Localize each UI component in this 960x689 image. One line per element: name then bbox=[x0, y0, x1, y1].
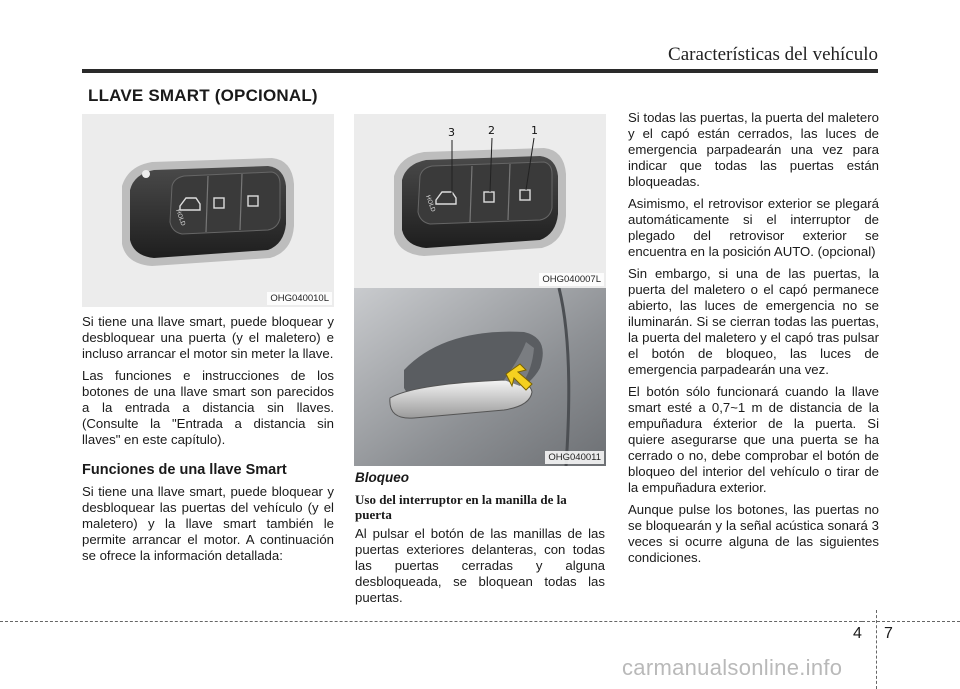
column-1 bbox=[82, 314, 334, 570]
callout-1: 1 bbox=[531, 124, 538, 137]
figure-code: OHG040010L bbox=[267, 292, 332, 305]
column-3 bbox=[628, 110, 879, 572]
paragraph: Si tiene una llave smart, puede bloquear y desbloquear las puertas del vehículo (y el maletero) y la llave smart también le permite arrancar el motor. A continuación se ofrece la información detallada: bbox=[82, 484, 334, 563]
page-divider bbox=[876, 610, 877, 689]
figure-code: OHG040007L bbox=[539, 273, 604, 286]
smart-key-illustration bbox=[82, 114, 334, 307]
callout-3: 3 bbox=[448, 126, 455, 139]
figure-door-handle bbox=[354, 288, 606, 466]
hold-label: HOLD bbox=[174, 208, 187, 227]
hold-label: HOLD bbox=[424, 194, 437, 213]
smart-key-buttons-illustration bbox=[354, 114, 606, 288]
paragraph: El botón sólo funcionará cuando la llave smart esté a 0,7~1 m de distancia de la empuñadura éxterior de la puerta. Si quiere asegurarse que una puerta se ha cerrado o no, debe comprobar el botón de bloqueo del interior del vehículo o tirar de la empuñadura exterior. bbox=[628, 384, 879, 495]
paragraph: Las funciones e instrucciones de los botones de una llave smart son parecidos a la entrada a distancia sin llaves. (Consulte la "Entrada a distancia sin llaves" en este capítulo). bbox=[82, 368, 334, 447]
header-rule bbox=[82, 69, 878, 73]
paragraph: Asimismo, el retrovisor exterior se plegará automáticamente si el interruptor de plegado del retrovisor exterior se encuentra en la posición AUTO. (opcional) bbox=[628, 196, 879, 259]
paragraph: Aunque pulse los botones, las puertas no se bloquearán y la señal acústica sonará 3 veces si ocurre alguna de las siguientes condiciones. bbox=[628, 502, 879, 565]
figure-smart-key-buttons bbox=[354, 114, 606, 288]
paragraph: Si tiene una llave smart, puede bloquear y desbloquear una puerta (y el maletero) e incluso arrancar el motor sin meter la llave. bbox=[82, 314, 334, 361]
paragraph: Sin embargo, si una de las puertas, la puerta del maletero o el capó permanece abierto, las luces de emergencia no se iluminarán. Si se cierran todas las puertas, la puerta del maletero y el capó tras pulsar el botón de bloqueo, las luces de emergencia parpadearán una vez. bbox=[628, 266, 879, 377]
page-number: 7 bbox=[884, 625, 893, 642]
chapter-number: 4 bbox=[853, 625, 862, 642]
italic-heading: Bloqueo bbox=[355, 470, 409, 485]
subheading: Funciones de una llave Smart bbox=[82, 462, 287, 478]
column-2 bbox=[355, 470, 605, 606]
footer-rule bbox=[0, 621, 862, 622]
figure-code: OHG040011 bbox=[545, 451, 604, 464]
section-title: LLAVE SMART (OPCIONAL) bbox=[88, 86, 318, 105]
door-handle-illustration bbox=[354, 288, 606, 466]
figure-smart-key bbox=[82, 114, 334, 307]
paragraph: Al pulsar el botón de las manillas de las puertas exteriores delanteras, con todas las puertas cerradas y alguna desbloqueada, se bloquean todas las puertas. bbox=[355, 526, 605, 605]
chapter-title: Características del vehículo bbox=[668, 44, 878, 65]
paragraph: Si todas las puertas, la puerta del maletero y el capó están cerrados, las luces de emergencia parpadearán una vez para indicar que todas las puertas están bloqueadas. bbox=[628, 110, 879, 189]
watermark: carmanualsonline.info bbox=[622, 655, 843, 680]
callout-2: 2 bbox=[488, 124, 495, 137]
serif-heading: Uso del interruptor en la manilla de la puerta bbox=[355, 492, 567, 522]
